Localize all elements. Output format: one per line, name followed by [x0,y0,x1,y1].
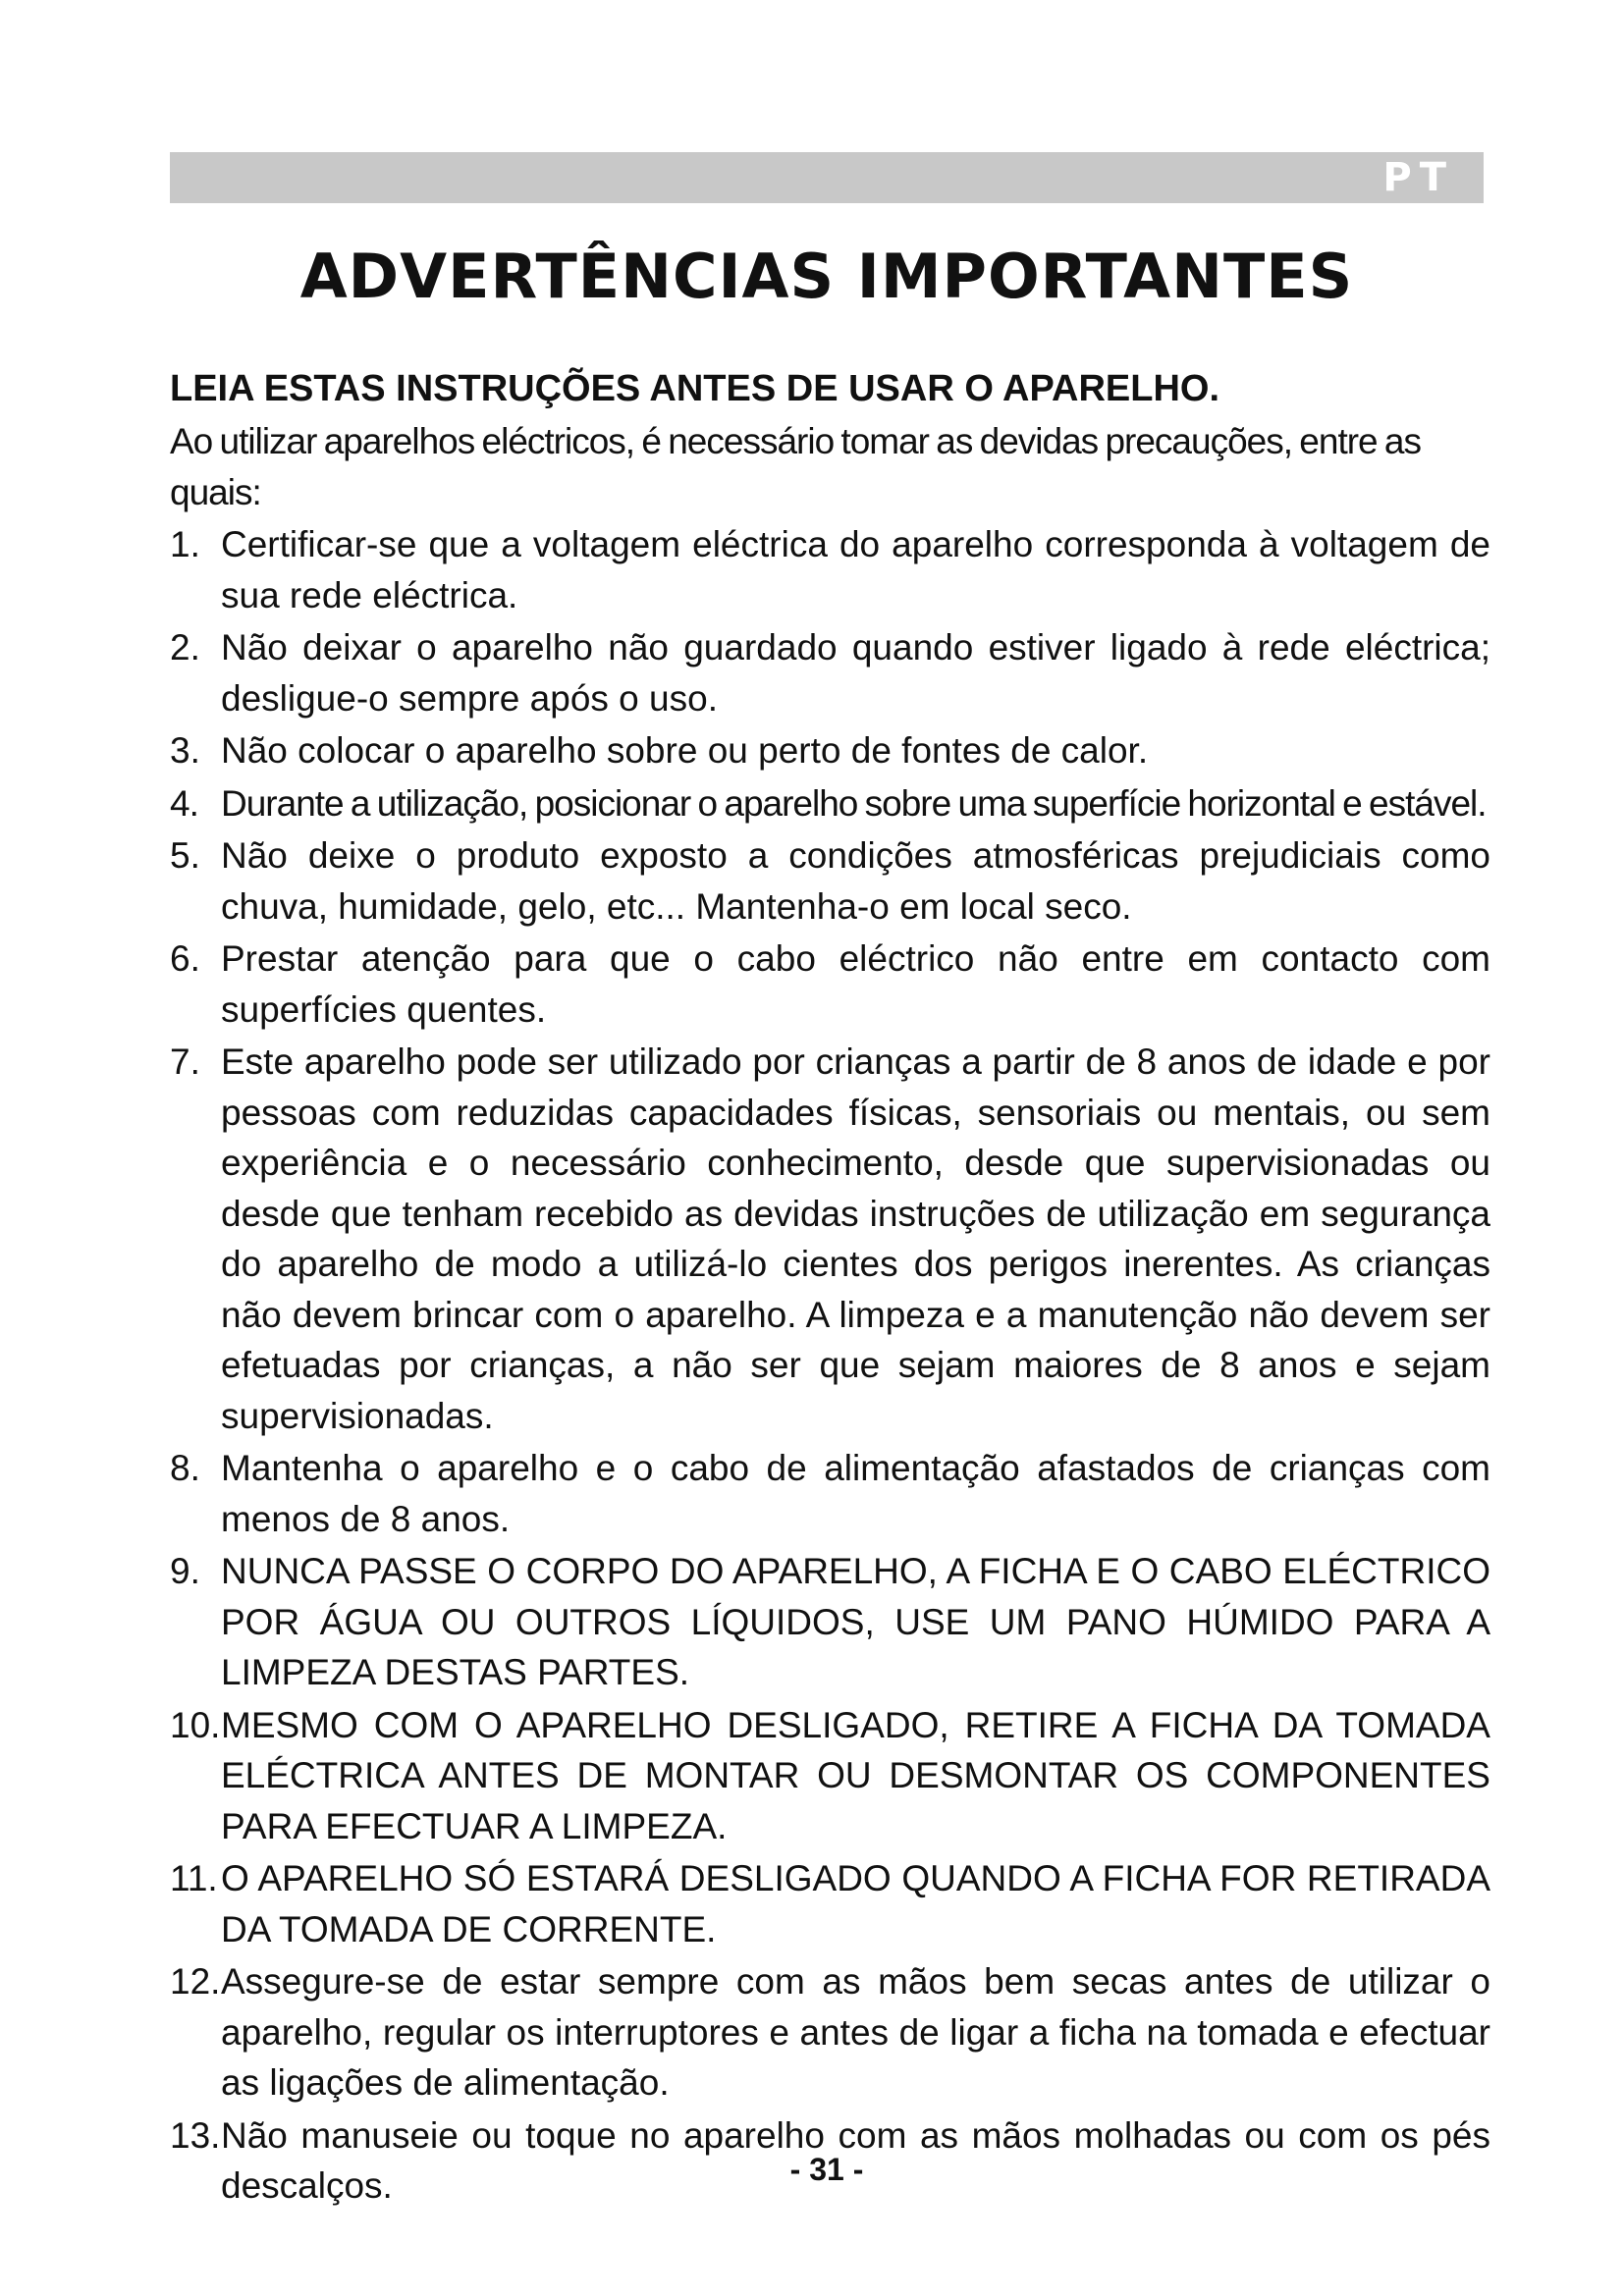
item-number: 5. [170,835,200,876]
warnings-list [170,519,1490,2212]
list-item [170,1546,1490,1698]
item-text: Não deixar o aparelho não guardado quando estiver ligado à rede eléctrica; desligue-o sempre após o uso. [221,627,1490,719]
item-number: 7. [170,1041,200,1082]
item-number: 6. [170,938,200,979]
item-number: 4. [170,782,198,824]
list-item [170,1956,1490,2109]
item-text: Durante a utilização, posicionar o aparelho sobre uma superfície horizontal e estável. [221,782,1487,824]
list-item [170,778,1490,829]
language-bar [170,152,1484,203]
list-item [170,1700,1490,1852]
list-item [170,725,1490,776]
item-number: 13. [170,2114,221,2156]
instructions-heading: LEIA ESTAS INSTRUÇÕES ANTES DE USAR O APARELHO. [170,368,1220,409]
item-text: Não deixe o produto exposto a condições atmosféricas prejudiciais como chuva, humidade, gelo, etc... Mantenha-o em local seco. [221,835,1490,927]
list-item [170,622,1490,723]
item-text: NUNCA PASSE O CORPO DO APARELHO, A FICHA E O CABO ELÉCTRICO POR ÁGUA OU OUTROS LÍQUIDOS, USE UM PANO HÚMIDO PARA A LIMPEZA DESTAS PARTES. [221,1551,1490,1692]
language-code: PT [1382,155,1454,200]
item-number: 9. [170,1551,200,1591]
list-item [170,830,1490,932]
item-text: Certificar-se que a voltagem eléctrica do aparelho corresponda à voltagem de sua rede eléctrica. [221,524,1490,615]
item-number: 10. [170,1704,221,1745]
item-text: MESMO COM O APARELHO DESLIGADO, RETIRE A FICHA DA TOMADA ELÉCTRICA ANTES DE MONTAR OU DESMONTAR OS COMPONENTES PARA EFECTUAR A LIMPEZA. [221,1704,1490,1846]
item-text: Não colocar o aparelho sobre ou perto de fontes de calor. [221,730,1149,771]
item-number: 2. [170,627,200,667]
item-text: Mantenha o aparelho e o cabo de alimentação afastados de crianças com menos de 8 anos. [221,1448,1490,1539]
intro-paragraph: Ao utilizar aparelhos eléctricos, é necessário tomar as devidas precauções, entre as quais: [170,421,1421,512]
list-item [170,1037,1490,1441]
list-item [170,1853,1490,1954]
item-text: Assegure-se de estar sempre com as mãos bem secas antes de utilizar o aparelho, regular os interruptores e antes de ligar a ficha na tomada e efectuar as ligações de alimentação. [221,1961,1490,2103]
item-number: 11. [170,1858,218,1898]
page-title: ADVERTÊNCIAS IMPORTANTES [299,240,1354,312]
item-number: 1. [170,524,200,564]
list-item [170,934,1490,1035]
item-text: O APARELHO SÓ ESTARÁ DESLIGADO QUANDO A FICHA FOR RETIRADA DA TOMADA DE CORRENTE. [221,1858,1490,1949]
document-body [170,363,1490,2214]
item-number: 12. [170,1961,221,2002]
item-number: 3. [170,730,200,771]
item-number: 8. [170,1448,200,1488]
item-text: Este aparelho pode ser utilizado por crianças a partir de 8 anos de idade e por pessoas com reduzidas capacidades físicas, sensoriais ou mentais, ou sem experiência e o necessário conhecimento, desde que supervisionadas ou desde que tenham recebido as devidas instruções de utilização em segurança do aparelho de modo a utilizá-lo cientes dos perigos inerentes. As crianças não devem brincar com o aparelho. A limpeza e a manutenção não devem ser efetuadas por crianças, a não ser que sejam maiores de 8 anos e sejam supervisionadas. [221,1041,1490,1436]
list-item [170,1443,1490,1544]
page-number: - 31 - [789,2152,864,2187]
list-item [170,519,1490,620]
item-text: Não manuseie ou toque no aparelho com as mãos molhadas ou com os pés descalços. [221,2114,1490,2206]
item-text: Prestar atenção para que o cabo eléctrico não entre em contacto com superfícies quentes. [221,938,1490,1030]
